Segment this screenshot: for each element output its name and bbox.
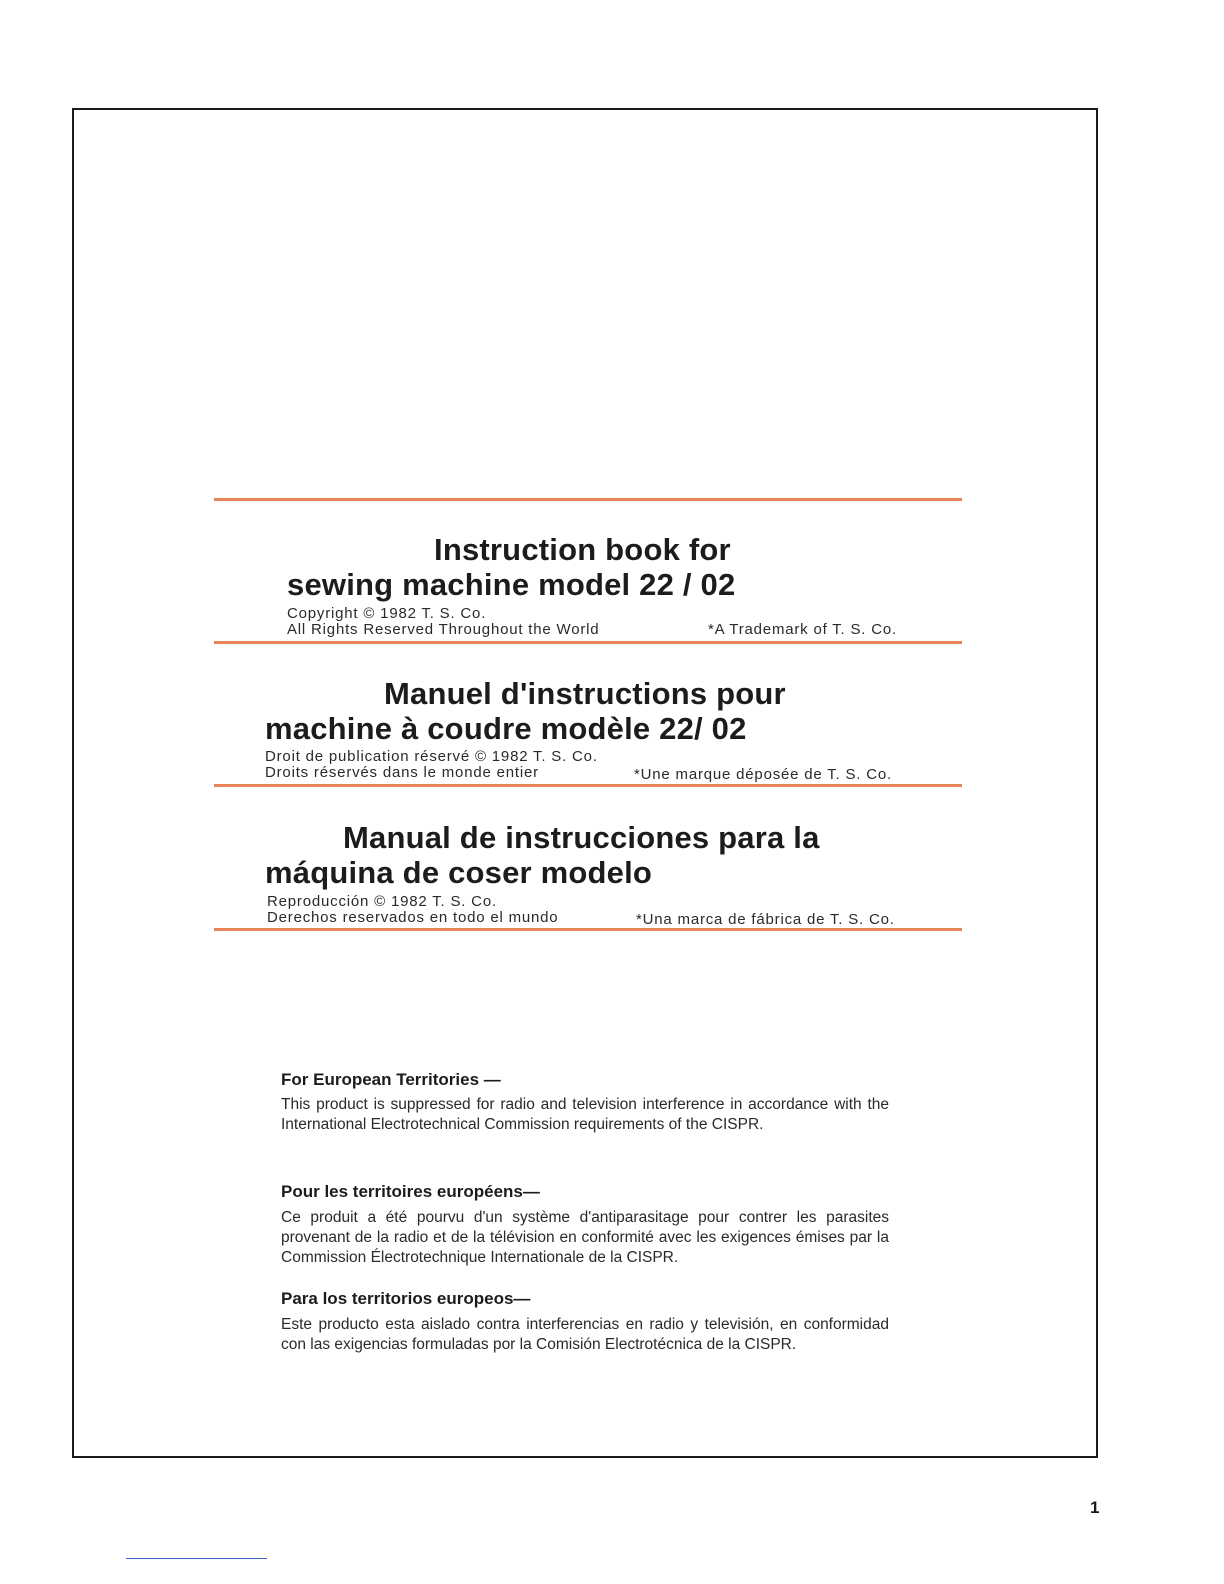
spanish-trademark: *Una marca de fábrica de T. S. Co.: [636, 911, 895, 928]
notice-title-french: Pour les territoires européens—: [281, 1182, 540, 1201]
spanish-title-line1: Manual de instrucciones para la: [343, 820, 820, 855]
french-title-line1: Manuel d'instructions pour: [384, 676, 786, 711]
notice-body-english: This product is suppressed for radio and television interference in accordance with the International Electrotechnical Commission requirements of the CISPR.: [281, 1096, 889, 1133]
english-bottom-rule: [214, 641, 962, 644]
english-title-line1: Instruction book for: [434, 532, 731, 567]
spanish-copyright: Reproducción © 1982 T. S. Co.: [267, 893, 497, 910]
spanish-title-line2: máquina de coser modelo: [265, 855, 653, 890]
french-title-line2: machine à coudre modèle 22/ 02: [265, 711, 747, 746]
notice-body-spanish: Este producto esta aislado contra interferencias en radio y televisión, en conformidad con las exigencias formuladas por la Comisión Electrotécnica de la CISPR.: [281, 1316, 889, 1353]
english-rights: All Rights Reserved Throughout the World: [287, 621, 600, 638]
english-copyright: Copyright © 1982 T. S. Co.: [287, 605, 487, 622]
spanish-rights: Derechos reservados en todo el mundo: [267, 909, 559, 926]
french-bottom-rule: [214, 784, 962, 787]
french-copyright: Droit de publication réservé © 1982 T. S. Co.: [265, 748, 598, 765]
page-number: 1: [1090, 1498, 1100, 1517]
notice-body-french: Ce produit a été pourvu d'un système d'antiparasitage pour contrer les parasites provenant de la radio et de la télévision en conformité avec les exigences émises par la Commission Électrotechnique Internationale de la CISPR.: [281, 1209, 889, 1266]
footer-link-underline: [126, 1558, 267, 1559]
french-rights: Droits réservés dans le monde entier: [265, 764, 539, 781]
english-top-rule: [214, 498, 962, 501]
notice-title-english: For European Territories —: [281, 1070, 501, 1089]
spanish-bottom-rule: [214, 928, 962, 931]
french-trademark: *Une marque déposée de T. S. Co.: [634, 766, 892, 783]
english-trademark: *A Trademark of T. S. Co.: [708, 621, 897, 638]
english-title-line2: sewing machine model 22 / 02: [287, 567, 736, 602]
notice-title-spanish: Para los territorios europeos—: [281, 1289, 531, 1308]
